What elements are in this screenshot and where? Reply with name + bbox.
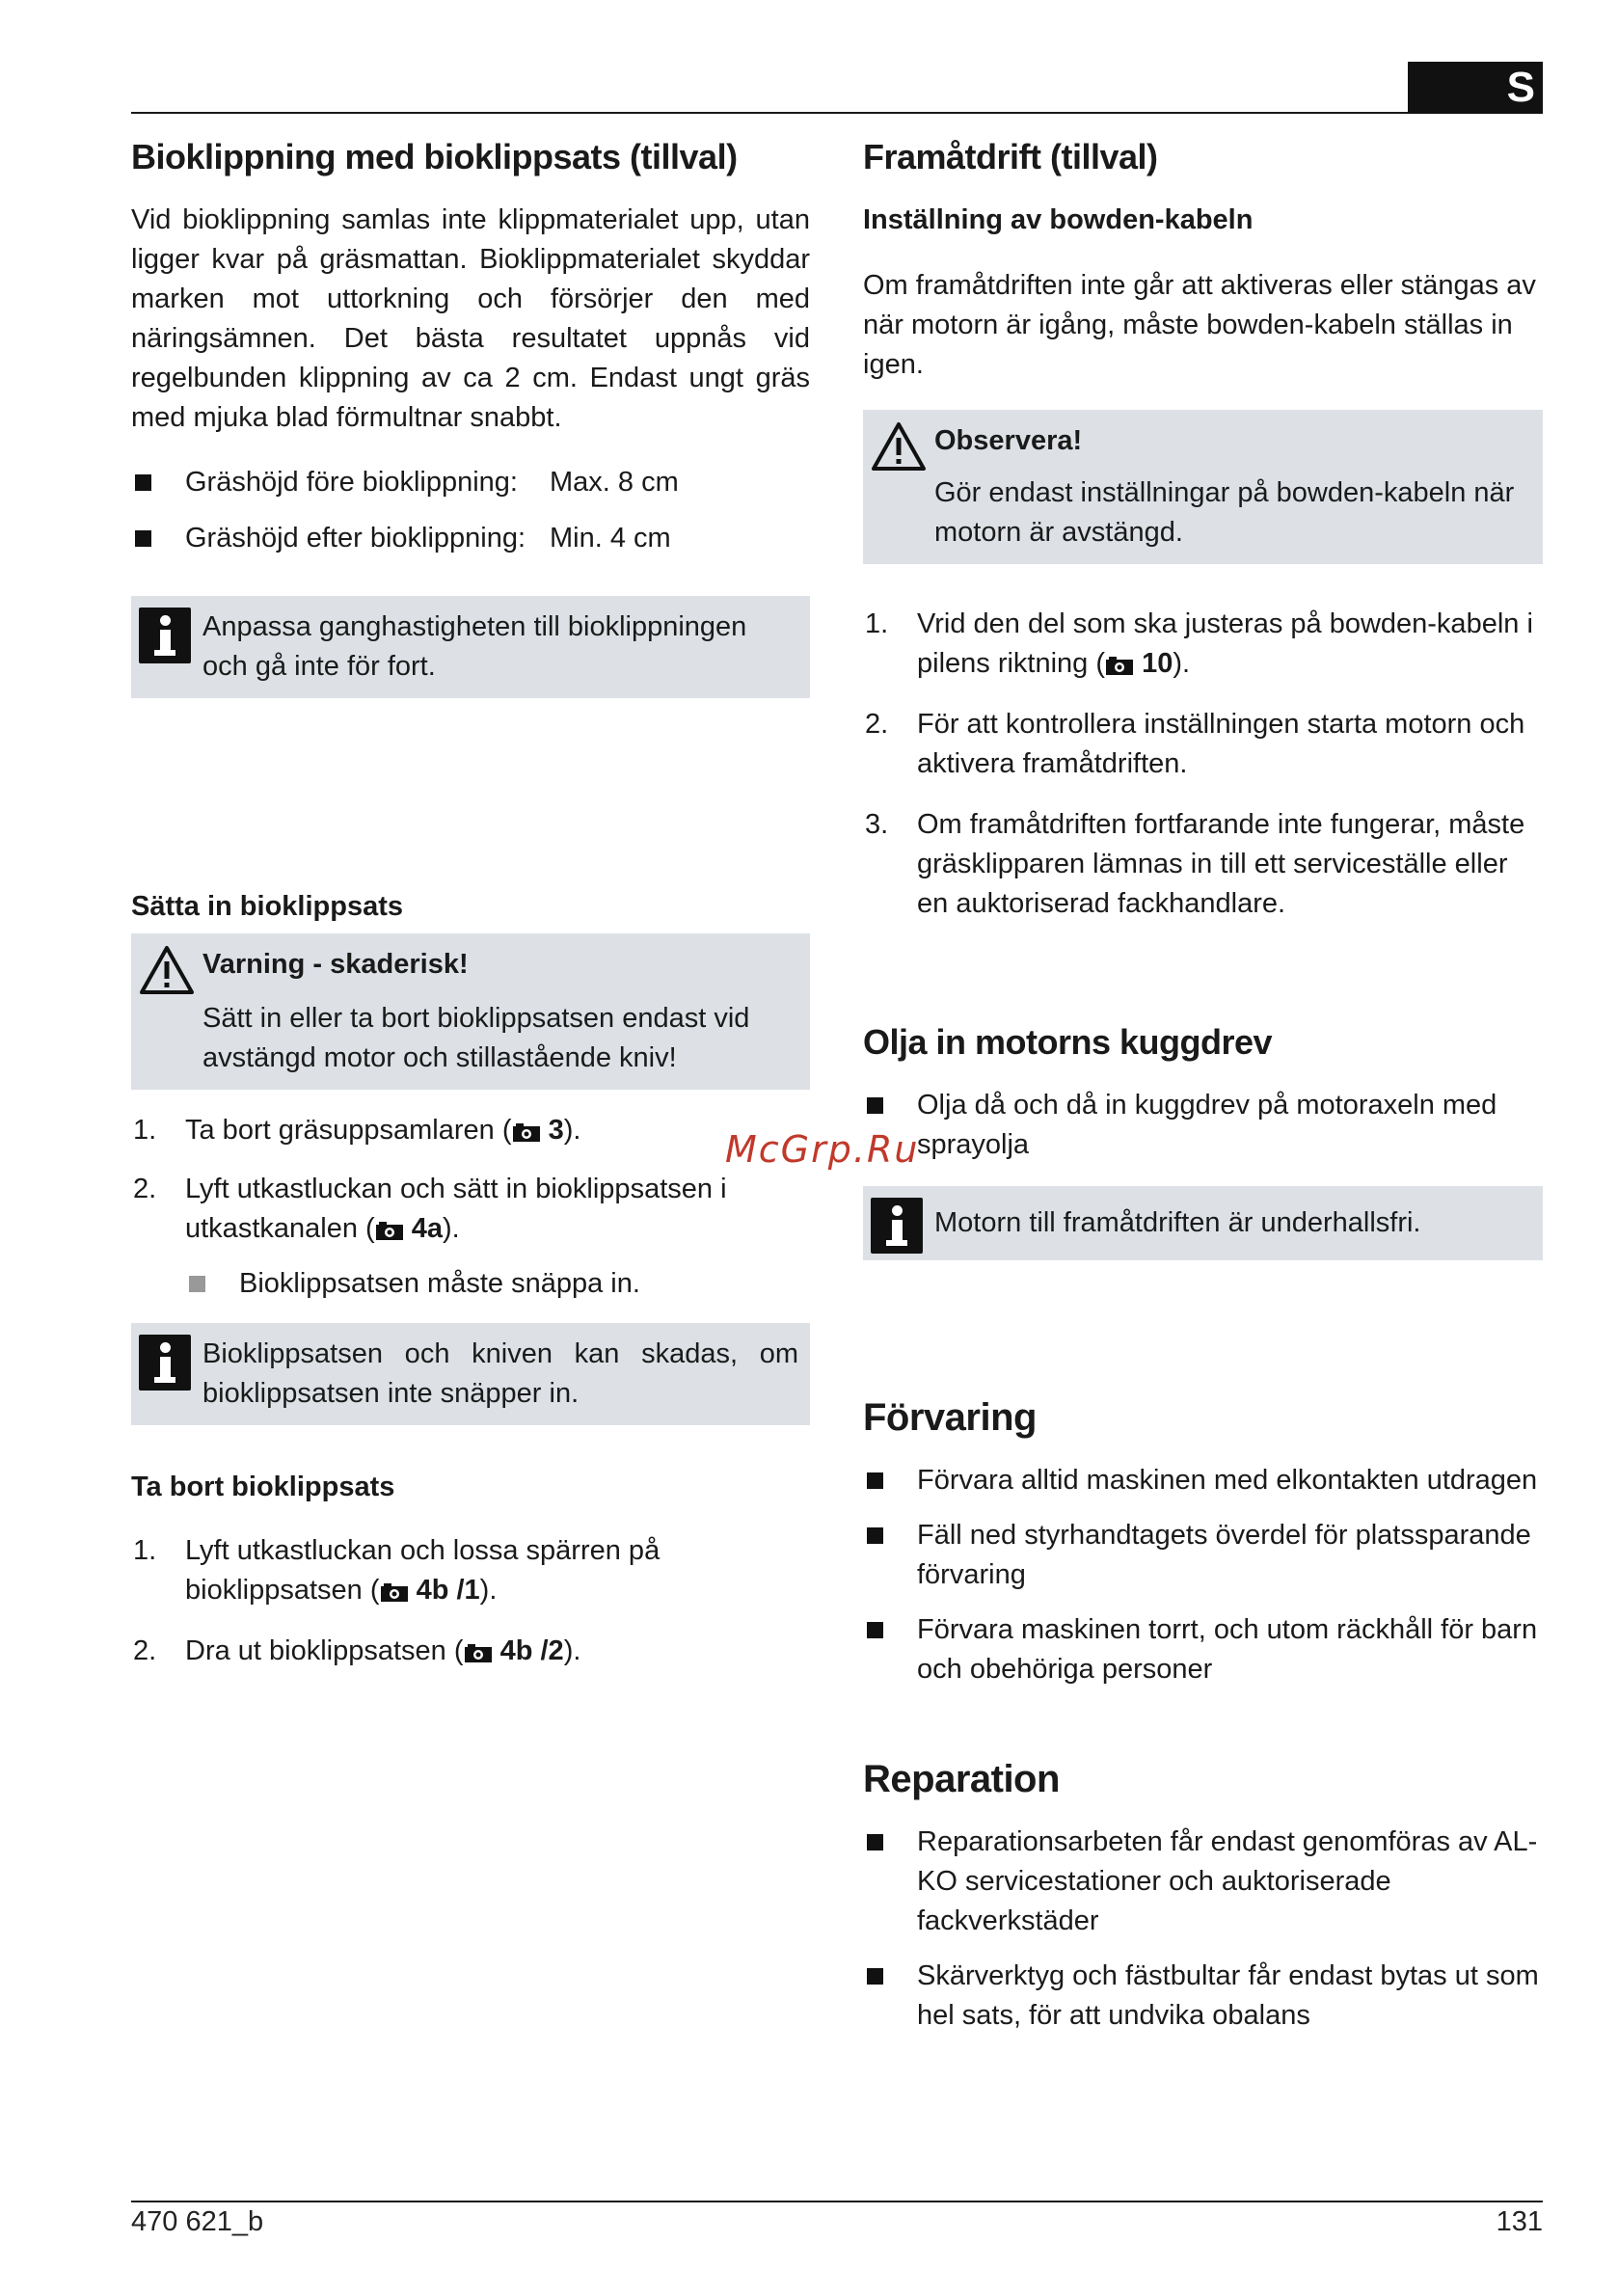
bullet-item: Reparationsarbeten får endast genomföras av AL-KO servicestationer och auktoriserade fackverkstäder [863, 1823, 1543, 1941]
repair-bullets [863, 1823, 1543, 2036]
camera-icon [1105, 655, 1134, 676]
step-item: 3. Om framåtdriften fortfarande inte fungerar, måste gräsklipparen lämnas in till ett serviceställe eller en auktoriserad fackhandlare. [865, 809, 1525, 919]
info-icon [139, 1335, 191, 1391]
bullet-square-icon [135, 530, 151, 547]
warning-triangle-icon [871, 421, 927, 472]
step-item: 1. Lyft utkastluckan och lossa spärren på bioklippsatsen ( 4b /1). [133, 1535, 661, 1606]
bullet-item: Olja då och då in kuggdrev på motoraxeln med sprayolja [863, 1086, 1543, 1165]
step-item: 2. Lyft utkastluckan och sätt in bioklippsatsen i utkastkanalen ( 4a). [133, 1174, 727, 1244]
drive-title: Framåtdrift (tillval) [863, 137, 1158, 176]
watermark: McGrp.Ru [725, 1128, 920, 1171]
insert-steps [131, 1111, 810, 1249]
bullet-item: Förvara maskinen torrt, och utom räckhåll för barn och obehöriga personer [863, 1610, 1543, 1689]
spec-value: Min. 4 cm [550, 523, 671, 554]
bullet-square-icon [189, 1276, 205, 1292]
figure-reference: 4b /2 [499, 1635, 564, 1666]
drive-subtitle: Inställning av bowden-kabeln [863, 204, 1254, 235]
camera-icon [512, 1121, 541, 1143]
bullet-square-icon [867, 1472, 883, 1489]
top-rule [131, 112, 1543, 114]
info-text: Anpassa ganghastigheten till bioklippningen och gå inte för fort. [202, 611, 747, 682]
step-item: 2. För att kontrollera inställningen starta motorn och aktivera framåtdriften. [865, 709, 1525, 779]
camera-icon [375, 1220, 404, 1241]
figure-reference: 3 [548, 1115, 564, 1146]
figure-reference: 4a [411, 1213, 443, 1244]
mulch-info-box [131, 596, 810, 698]
warning-triangle-icon [139, 945, 195, 995]
bullet-item: Fäll ned styrhandtagets överdel för platssparande förvaring [863, 1516, 1543, 1595]
sub-bullet-item: Bioklippsatsen måste snäppa in. [185, 1264, 810, 1304]
remove-steps [131, 1531, 810, 1671]
insert-sub-bullets [131, 1264, 810, 1304]
right-column [863, 135, 1543, 2036]
storage-title: Förvaring [863, 1396, 1037, 1439]
bullet-square-icon [867, 1622, 883, 1638]
language-badge: S [1408, 62, 1543, 114]
info-text: Bioklippsatsen och kniven kan skadas, om bioklippsatsen inte snäpper in. [202, 1338, 798, 1409]
info-text: Motorn till framåtdriften är underhallsfri. [934, 1207, 1421, 1238]
step-item: 1. Vrid den del som ska justeras på bowden-kabeln i pilens riktning ( 10). [865, 608, 1533, 679]
drive-steps [863, 605, 1543, 924]
mulch-title: Bioklippning med bioklippsats (tillval) [131, 137, 738, 176]
page-number: 131 [1496, 2206, 1543, 2237]
repair-title: Reparation [863, 1758, 1060, 1800]
camera-icon [380, 1581, 409, 1603]
bullet-square-icon [867, 1527, 883, 1544]
bullet-square-icon [135, 474, 151, 491]
spec-row [131, 519, 810, 575]
note-title: Observera! [934, 425, 1083, 456]
info-icon [871, 1198, 923, 1254]
storage-bullets [863, 1461, 1543, 1689]
bullet-item: Skärverktyg och fästbultar får endast bytas ut som hel sats, för att undvika obalans [863, 1957, 1543, 2036]
drive-intro: Om framåtdriften inte går att aktiveras eller stängas av när motorn är igång, måste bowden-kabeln ställas in igen. [863, 270, 1536, 380]
oil-bullets [863, 1086, 1543, 1165]
spec-value: Max. 8 cm [550, 467, 679, 498]
bullet-item: Förvara alltid maskinen med elkontakten utdragen [863, 1461, 1543, 1500]
oil-info-box [863, 1186, 1543, 1260]
remove-title: Ta bort bioklippsats [131, 1472, 395, 1502]
spec-label: Gräshöjd före bioklippning: [185, 467, 518, 498]
oil-title: Olja in motorns kuggdrev [863, 1022, 1273, 1062]
insert-title: Sätta in bioklippsats [131, 891, 403, 922]
bullet-square-icon [867, 1968, 883, 1985]
mulch-specs [131, 463, 810, 575]
info-icon [139, 608, 191, 663]
camera-icon [464, 1642, 493, 1663]
note-box [863, 410, 1543, 564]
figure-reference: 4b /1 [416, 1575, 480, 1606]
step-item: 2. Dra ut bioklippsatsen ( 4b /2). [133, 1635, 581, 1666]
document-code: 470 621_b [131, 2206, 264, 2237]
insert-info-box [131, 1323, 810, 1425]
left-column [131, 135, 810, 1671]
warning-box [131, 933, 810, 1090]
bullet-square-icon [867, 1097, 883, 1114]
warning-title: Varning - skaderisk! [202, 949, 469, 980]
spec-label: Gräshöjd efter bioklippning: [185, 523, 526, 554]
warning-text: Sätt in eller ta bort bioklippsatsen endast vid avstängd motor och stillastående kniv! [202, 1003, 750, 1073]
bottom-rule [131, 2201, 1543, 2202]
figure-reference: 10 [1142, 648, 1173, 679]
note-text: Gör endast inställningar på bowden-kabeln när motorn är avstängd. [934, 477, 1515, 548]
bullet-square-icon [867, 1834, 883, 1850]
mulch-intro: Vid bioklippning samlas inte klippmaterialet upp, utan ligger kvar på gräsmattan. Bioklippmaterialet skyddar marken mot uttorkning och försörjer den med näringsämnen. Det bästa resultatet uppnås vid regelbunden klippning av ca 2 cm. Endast ungt gräs med mjuka blad förmultnar snabbt. [131, 204, 810, 433]
step-item: 1. Ta bort gräsuppsamlaren ( 3). [133, 1115, 581, 1146]
spec-row [131, 463, 810, 519]
